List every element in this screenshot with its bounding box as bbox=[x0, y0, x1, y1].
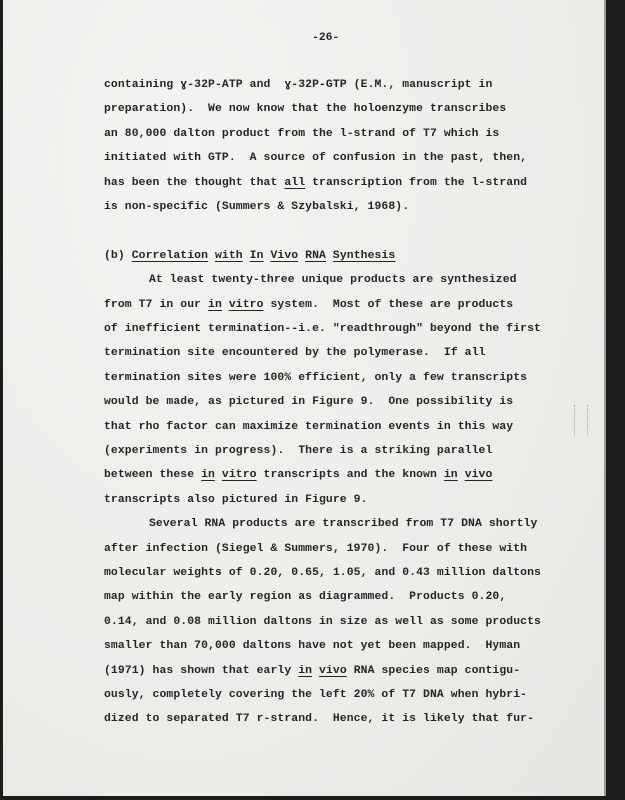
underlined-text: in bbox=[298, 664, 313, 677]
text-segment: termination sites were 100% efficient, only a few transcripts bbox=[104, 371, 528, 384]
text-segment bbox=[208, 250, 215, 262]
text-segment: preparation). We now know that the holoenzyme transcribes bbox=[104, 103, 507, 116]
text-segment bbox=[215, 469, 222, 481]
text-segment bbox=[222, 299, 229, 311]
text-segment bbox=[458, 469, 465, 481]
underlined-text: in bbox=[208, 298, 222, 311]
text-segment: after infection (Siegel & Summers, 1970). Four of these with bbox=[104, 542, 528, 555]
underlined-text: Synthesis bbox=[332, 249, 396, 262]
text-segment: from T7 in our bbox=[104, 298, 209, 311]
page-edge bbox=[604, 0, 606, 796]
underlined-text: In bbox=[249, 249, 264, 262]
underlined-text: in bbox=[201, 469, 215, 482]
underlined-text: all bbox=[284, 176, 306, 189]
text-line bbox=[104, 567, 541, 579]
text-segment: transcripts also pictured in Figure 9. bbox=[104, 493, 368, 506]
text-line bbox=[104, 640, 520, 652]
text-segment: is non-specific (Summers & Szybalski, 1968). bbox=[104, 201, 410, 213]
text-line bbox=[104, 128, 499, 140]
text-segment bbox=[312, 665, 319, 677]
text-segment: map within the early region as diagrammed. Products 0.20, bbox=[104, 591, 507, 604]
text-segment: that rho factor can maximize termination events in this way bbox=[104, 420, 514, 433]
text-line bbox=[104, 177, 527, 189]
text-line bbox=[104, 713, 534, 725]
text-segment: between these bbox=[104, 469, 202, 482]
text-segment: system. Most of these are products bbox=[263, 298, 514, 311]
text-segment: an 80,000 dalton product from the l-strand of T7 which is bbox=[104, 127, 500, 140]
margin-mark bbox=[574, 405, 588, 435]
page-number: -26- bbox=[312, 32, 340, 44]
text-segment: (1971) has shown that early bbox=[104, 664, 299, 677]
text-line bbox=[104, 323, 541, 335]
section-heading bbox=[104, 250, 395, 262]
underlined-text: vivo bbox=[319, 664, 347, 677]
text-line bbox=[104, 543, 527, 555]
text-line bbox=[104, 469, 492, 481]
text-segment: molecular weights of 0.20, 0.65, 1.05, and 0.43 million daltons bbox=[104, 567, 541, 579]
text-line bbox=[104, 445, 492, 457]
text-line bbox=[149, 274, 517, 286]
text-segment: At least twenty-three unique products are synthesized bbox=[149, 274, 517, 287]
underlined-text: with bbox=[214, 249, 243, 262]
underlined-text: in bbox=[443, 469, 458, 482]
text-line bbox=[104, 616, 541, 628]
text-segment: initiated with GTP. A source of confusion in the past, then, bbox=[104, 152, 528, 165]
text-segment: 0.14, and 0.08 million daltons in size as well as some products bbox=[104, 615, 541, 628]
text-line bbox=[104, 396, 513, 408]
text-segment: would be made, as pictured in Figure 9. One possibility is bbox=[104, 396, 514, 409]
text-line bbox=[104, 103, 506, 115]
underlined-text: Correlation bbox=[131, 249, 209, 262]
text-line bbox=[104, 494, 368, 506]
text-line bbox=[104, 201, 409, 213]
text-segment: containing ɣ-32P-ATP and ɣ-32P-GTP (E.M., manuscript in bbox=[104, 79, 493, 91]
text-segment: termination site encountered by the polymerase. If all bbox=[104, 347, 486, 360]
document-page bbox=[3, 0, 606, 796]
text-segment: Several RNA products are transcribed from T7 DNA shortly bbox=[149, 518, 538, 531]
text-segment: of inefficient termination--i.e. "readthrough" beyond the first bbox=[104, 323, 541, 335]
underlined-text: RNA bbox=[305, 249, 326, 262]
text-segment: smaller than 70,000 daltons have not yet been mapped. Hyman bbox=[104, 640, 521, 653]
text-line bbox=[104, 79, 492, 91]
text-segment: ously, completely covering the left 20% of T7 DNA when hybri- bbox=[104, 689, 528, 701]
text-line bbox=[104, 152, 527, 164]
text-segment: RNA species map contigu- bbox=[346, 664, 521, 677]
text-line bbox=[104, 299, 513, 311]
text-segment bbox=[326, 250, 333, 262]
text-segment: (experiments in progress). There is a striking parallel bbox=[104, 445, 493, 457]
underlined-text: vitro bbox=[221, 469, 257, 482]
text-line bbox=[149, 518, 537, 530]
text-line bbox=[104, 372, 527, 384]
underlined-text: Vivo bbox=[270, 249, 299, 262]
text-segment: transcripts and the known bbox=[256, 469, 444, 482]
text-line bbox=[104, 591, 506, 603]
underlined-text: vitro bbox=[228, 298, 264, 311]
text-segment: dized to separated T7 r-strand. Hence, it is likely that fur- bbox=[104, 713, 535, 726]
underlined-text: vivo bbox=[464, 469, 493, 482]
text-line bbox=[104, 689, 527, 701]
text-segment: has been the thought that bbox=[104, 176, 285, 189]
text-segment: (b) bbox=[104, 249, 132, 262]
text-line bbox=[104, 421, 513, 433]
text-line bbox=[104, 347, 485, 359]
text-segment bbox=[243, 250, 250, 262]
text-segment: transcription from the l-strand bbox=[305, 176, 528, 189]
text-line bbox=[104, 665, 520, 677]
